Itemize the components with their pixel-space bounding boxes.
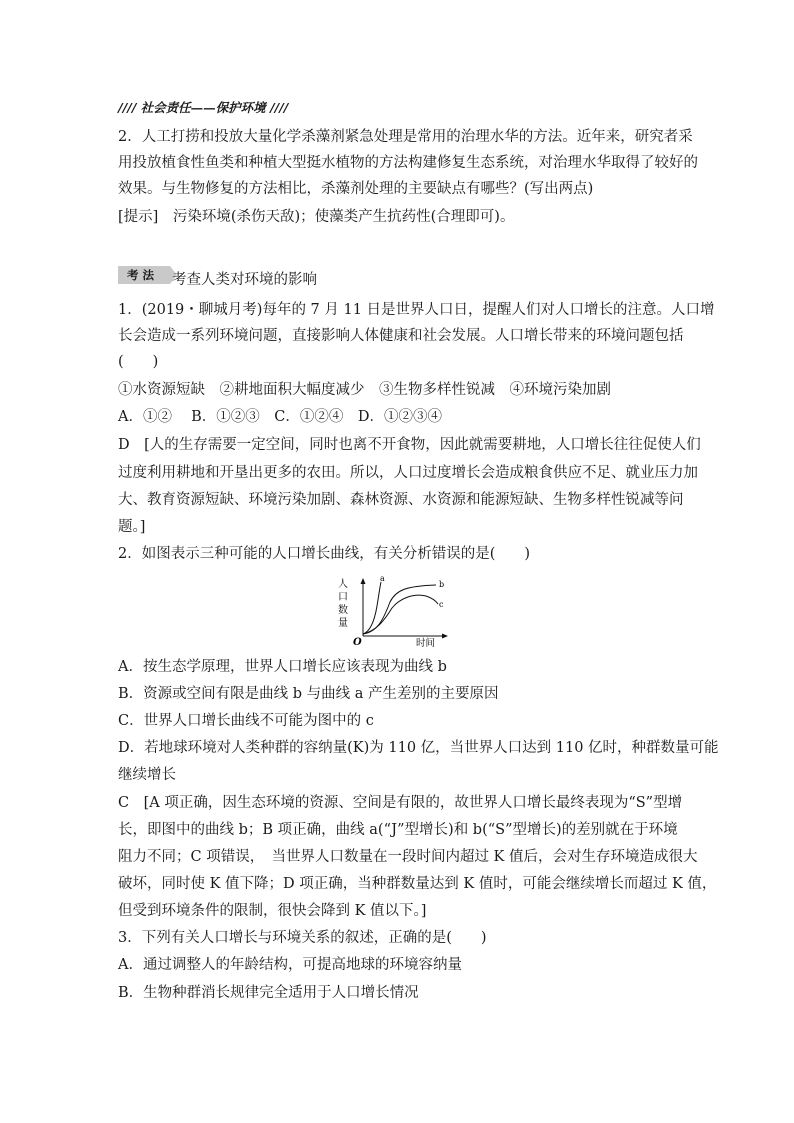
q1-answer-line: 大、教育资源短缺、环境污染加剧、森林资源、水资源和能源短缺、生物多样性锐减等问 <box>118 492 684 508</box>
q1-line: ( ) <box>118 354 159 370</box>
origin-label: O <box>353 637 362 648</box>
section-q2-line: 效果。与生物修复的方法相比，杀藻剂处理的主要缺点有哪些？(写出两点) <box>118 181 594 197</box>
population-growth-svg <box>336 576 460 648</box>
method-title: 考查人类对环境的影响 <box>172 272 317 288</box>
y-label-char: 数 <box>338 605 348 616</box>
curve-label-a: a <box>380 576 385 583</box>
q1-answer-line: 题。] <box>118 519 146 535</box>
q2-option: D．若地球环境对人类种群的容纳量(K)为 110 亿，当世界人口达到 110 亿时，种群数量可能 <box>118 740 719 756</box>
q2-answer-line: 长，即图中的曲线 b；B 项正确，曲线 a(“J”型增长)和 b(“S”型增长)的差别就在于环境 <box>118 822 678 838</box>
section-heading: //// 社会责任——保护环境 //// <box>118 100 289 115</box>
x-label: 时间 <box>416 638 436 648</box>
method-tag: 考 法 <box>118 266 170 284</box>
q2-option: 继续增长 <box>118 767 176 783</box>
y-label-char: 人 <box>338 579 348 590</box>
q1-answer-line: D [人的生存需要一定空间，同时也离不开食物，因此就需要耕地，人口增长往往促使人们 <box>118 437 701 453</box>
q2-answer-line: 阻力不同；C 项错误， 当世界人口数量在一段时间内超过 K 值后，会对生存环境造成很大 <box>118 849 698 865</box>
y-axis-arrow <box>361 578 366 584</box>
x-axis-arrow <box>442 634 448 639</box>
y-label-char: 口 <box>338 592 348 603</box>
curve-b <box>363 585 436 634</box>
y-label-char: 量 <box>338 618 348 629</box>
population-growth-figure <box>336 576 460 648</box>
q2-stem: 2．如图表示三种可能的人口增长曲线，有关分析错误的是( ) <box>118 546 531 562</box>
q2-answer-line: C [A 项正确，因生态环境的资源、空间是有限的，故世界人口增长最终表现为“S”型增 <box>118 795 683 811</box>
q1-answer-line: 过度利用耕地和开垦出更多的农田。所以，人口过度增长会造成粮食供应不足、就业压力加 <box>118 465 698 481</box>
q2-option: B．资源或空间有限是曲线 b 与曲线 a 产生差别的主要原因 <box>118 686 499 702</box>
q1-options: A．①② B．①②③ C．①②④ D．①②③④ <box>118 409 442 425</box>
q2-option: C．世界人口增长曲线不可能为图中的 c <box>118 713 374 729</box>
q1-line: 长会造成一系列环境问题，直接影响人体健康和社会发展。人口增长带来的环境问题包括 <box>118 328 684 344</box>
q1-line: 1．(2019・聊城月考)每年的 7 月 11 日是世界人口日，提醒人们对人口增长的注意。人口增 <box>118 302 715 318</box>
curve-c <box>363 595 438 634</box>
section-q2-line: 2．人工打捞和投放大量化学杀藻剂紧急处理是常用的治理水华的方法。近年来，研究者采 <box>118 129 693 145</box>
q2-option: A．按生态学原理，世界人口增长应该表现为曲线 b <box>118 659 447 675</box>
section-q2-line: 用投放植食性鱼类和种植大型挺水植物的方法构建修复生态系统，对治理水华取得了较好的 <box>118 155 698 171</box>
q1-line: ①水资源短缺 ②耕地面积大幅度减少 ③生物多样性锐减 ④环境污染加剧 <box>118 382 611 398</box>
curve-label-c: c <box>439 600 444 609</box>
curve-label-b: b <box>439 580 445 589</box>
q2-answer-line: 但受到环境条件的限制，很快会降到 K 值以下。] <box>118 903 427 919</box>
q3-option: A．通过调整人的年龄结构，可提高地球的环境容纳量 <box>118 957 462 973</box>
hint-line: [提示] 污染环境(杀伤天敌)；使藻类产生抗药性(合理即可)。 <box>118 209 515 225</box>
q3-option: B．生物种群消长规律完全适用于人口增长情况 <box>118 985 419 1001</box>
q3-stem: 3．下列有关人口增长与环境关系的叙述，正确的是( ) <box>118 930 487 946</box>
q2-answer-line: 破坏，同时使 K 值下降；D 项正确，当种群数量达到 K 值时，可能会继续增长而超过 K 值， <box>118 876 717 892</box>
